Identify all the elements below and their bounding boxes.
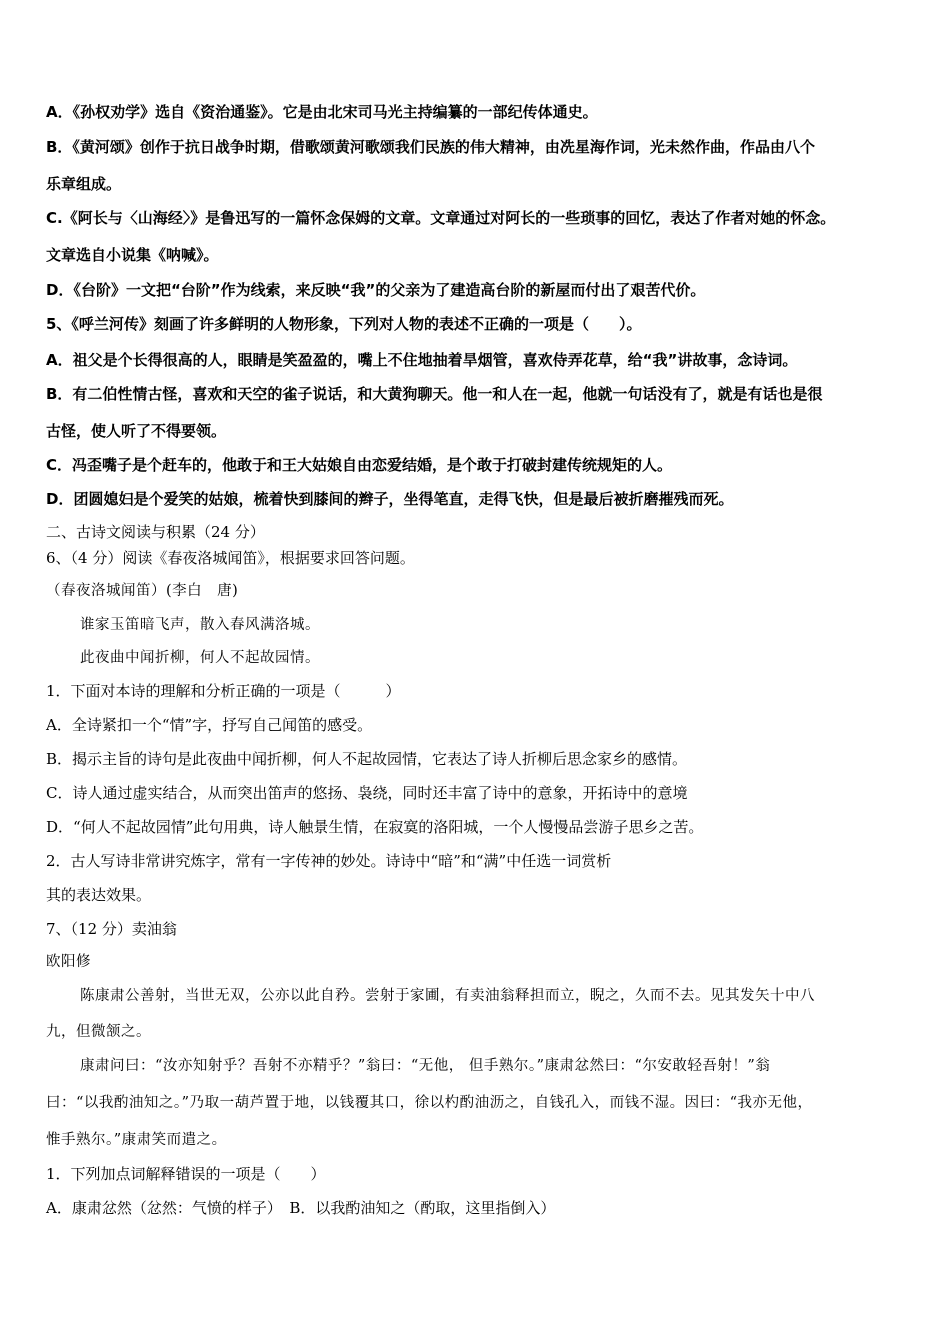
q5-option-d: D．团圆媳妇是个爱笑的姑娘，梳着快到膝间的辫子，坐得笔直，走得飞快，但是最后被折磨摧残而死。	[46, 490, 734, 508]
q7-para2-line3: 惟手熟尔。”康肃笑而遣之。	[46, 1132, 227, 1148]
q6-option-c: C．诗人通过虚实结合，从而突出笛声的悠扬、袅绕，同时还丰富了诗中的意象，开拓诗中的意境	[46, 784, 688, 802]
q6-option-d: D．“何人不起故园情”此句用典，诗人触景生情，在寂寞的洛阳城，一个人慢慢品尝游子思乡之苦。	[46, 818, 704, 836]
q6-option-b: B．揭示主旨的诗句是此夜曲中闻折柳，何人不起故园情，它表达了诗人折柳后思念家乡的感情。	[46, 750, 688, 768]
q4-option-a: A．《孙权劝学》选自《资治通鉴》。它是由北宋司马光主持编纂的一部纪传体通史。	[46, 103, 598, 121]
q6-option-a: A．全诗紧扣一个“情”字，抒写自己闻笛的感受。	[46, 716, 373, 734]
q6-sub2-line2: 其的表达效果。	[46, 886, 152, 904]
q4-option-b-line1: B．《黄河颂》创作于抗日战争时期，借歌颂黄河歌颂我们民族的伟大精神，由冼星海作词，光未然作曲，作品由八个	[46, 138, 815, 156]
poem-title: （春夜洛城闻笛）(李白 唐)	[46, 583, 239, 599]
q4-option-c-line1: C.《阿长与〈山海经〉》是鲁迅写的一篇怀念保姆的文章。文章通过对阿长的一些琐事的回忆，表达了作者对她的怀念。	[46, 209, 836, 227]
q6-sub1: 1．下面对本诗的理解和分析正确的一项是（ ）	[46, 682, 401, 700]
q7-sub1-options: A．康肃忿然（忿然：气愤的样子） B．以我酌油知之（酌取，这里指倒入）	[46, 1199, 556, 1217]
q7-stem: 7、（12 分）卖油翁	[46, 920, 177, 938]
q4-option-b-line2: 乐章组成。	[46, 175, 122, 193]
q5-stem: 5、《呼兰河传》刻画了许多鲜明的人物形象，下列对人物的表述不正确的一项是（ ）。	[46, 315, 642, 333]
q7-para2-line2: 曰：“以我酌油知之。”乃取一葫芦置于地，以钱覆其口，徐以杓酌油沥之，自钱孔入，而钱不湿。因曰：“我亦无他，	[46, 1095, 813, 1111]
q4-option-c-line2: 文章选自小说集《呐喊》。	[46, 246, 219, 264]
q7-para1-line1: 陈康肃公善射，当世无双，公亦以此自矜。尝射于家圃，有卖油翁释担而立，睨之，久而不去。见其发矢十中八	[80, 988, 815, 1004]
q5-option-a: A．祖父是个长得很高的人，眼睛是笑盈盈的，嘴上不住地抽着旱烟管，喜欢侍弄花草，给“我”讲故事，念诗词。	[46, 351, 798, 369]
q7-para1-line2: 九，但微颔之。	[46, 1024, 151, 1040]
q4-option-d: D．《台阶》一文把“台阶”作为线索，来反映“我”的父亲为了建造高台阶的新屋而付出了艰苦代价。	[46, 281, 706, 299]
q7-author: 欧阳修	[46, 954, 91, 970]
poem-line-2: 此夜曲中闻折柳，何人不起故园情。	[80, 650, 320, 666]
q6-sub2-line1: 2．古人写诗非常讲究炼字，常有一字传神的妙处。诗诗中“暗”和“满”中任选一词赏析	[46, 852, 612, 870]
poem-line-1: 谁家玉笛暗飞声，散入春风满洛城。	[80, 617, 320, 633]
q5-option-c: C．冯歪嘴子是个赶车的，他敢于和王大姑娘自由恋爱结婚，是个敢于打破封建传统规矩的人。	[46, 456, 673, 474]
q5-option-b-line1: B．有二伯性情古怪，喜欢和天空的雀子说话，和大黄狗聊天。他一和人在一起，他就一句话没有了，就是有话也是很	[46, 385, 823, 403]
q6-stem: 6、（4 分）阅读《春夜洛城闻笛》，根据要求回答问题。	[46, 549, 415, 567]
section-heading: 二、古诗文阅读与积累（24 分）	[46, 523, 265, 541]
q7-para2-line1: 康肃问曰：“汝亦知射乎？吾射不亦精乎？”翁曰：“无他， 但手熟尔。”康肃忿然曰：“尔安敢轻吾射！”翁	[80, 1058, 771, 1074]
q5-option-b-line2: 古怪，使人听了不得要领。	[46, 422, 227, 440]
q7-sub1: 1．下列加点词解释错误的一项是（ ）	[46, 1165, 326, 1183]
